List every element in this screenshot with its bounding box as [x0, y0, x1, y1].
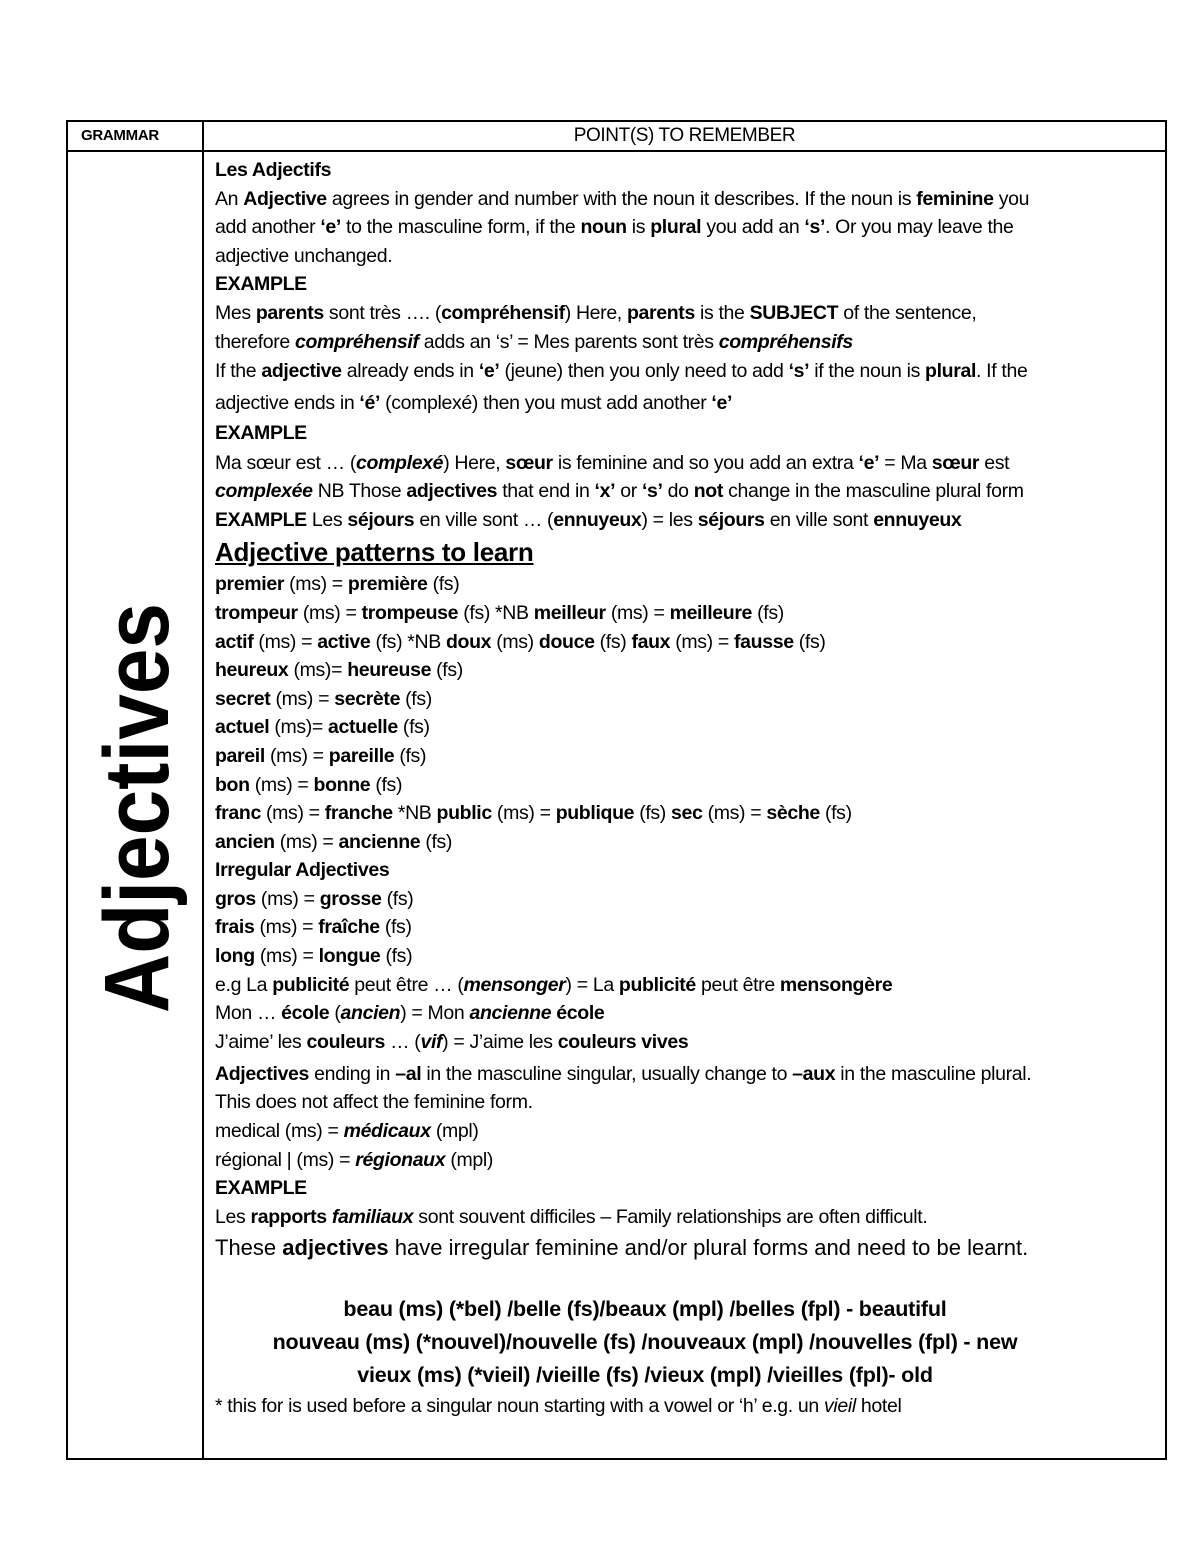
pattern-line: actif (ms) = active (fs) *NB doux (ms) douce (fs) faux (ms) = fausse (fs): [215, 630, 826, 653]
pattern-line: pareil (ms) = pareille (fs): [215, 744, 427, 767]
points-column-header: POINT(S) TO REMEMBER: [573, 125, 796, 146]
grammar-table: [66, 120, 1167, 1460]
al-aux-line: medical (ms) = médicaux (mpl): [215, 1120, 479, 1143]
patterns-section-title: Adjective patterns to learn: [215, 537, 534, 568]
content-line: therefore compréhensif adds an ‘s’ = Mes parents sont très compréhensifs: [215, 330, 853, 353]
content-line: An Adjective agrees in gender and number with the noun it describes. If the noun is feminine you: [215, 187, 1030, 210]
irregular-heading: Irregular Adjectives: [215, 859, 390, 882]
pattern-line: trompeur (ms) = trompeuse (fs) *NB meilleur (ms) = meilleure (fs): [215, 601, 784, 624]
content-line: adjective unchanged.: [215, 244, 393, 267]
pattern-line: franc (ms) = franche *NB public (ms) = publique (fs) sec (ms) = sèche (fs): [215, 802, 852, 825]
pattern-line: ancien (ms) = ancienne (fs): [215, 830, 453, 853]
irregular-form-nouveau: nouveau (ms) (*nouvel)/nouvelle (fs) /nouveaux (mpl) /nouvelles (fpl) - new: [272, 1330, 1018, 1355]
content-line: Mes parents sont très …. (compréhensif) Here, parents is the SUBJECT of the sentence,: [215, 301, 977, 324]
al-aux-line: Adjectives ending in –al in the masculine singular, usually change to –aux in the masculine plural.: [215, 1062, 1032, 1085]
pattern-line: bon (ms) = bonne (fs): [215, 773, 403, 796]
points-content: [215, 156, 1165, 1421]
table-header-row: [68, 122, 1165, 152]
content-line: complexée NB Those adjectives that end in ‘x’ or ‘s’ do not change in the masculine plural form: [215, 480, 1024, 503]
content-line: EXAMPLE Les séjours en ville sont … (ennuyeux) = les séjours en ville sont ennuyeux: [215, 508, 962, 531]
example-line: e.g La publicité peut être … (mensonger) = La publicité peut être mensongère: [215, 973, 893, 996]
example-line: J’aime’ les couleurs … (vif) = J’aime les couleurs vives: [215, 1030, 689, 1053]
pattern-line: heureux (ms)= heureuse (fs): [215, 659, 463, 682]
example-line: Mon … école (ancien) = Mon ancienne école: [215, 1002, 605, 1025]
column-divider: [202, 122, 204, 1458]
example-label: EXAMPLE: [215, 422, 307, 445]
pattern-line: premier (ms) = première (fs): [215, 573, 460, 596]
grammar-column-header: GRAMMAR: [81, 127, 159, 144]
example-label: EXAMPLE: [215, 273, 307, 296]
content-line: If the adjective already ends in ‘e’ (jeune) then you only need to add ‘s’ if the noun is plural. If the: [215, 360, 1028, 383]
al-aux-line: This does not affect the feminine form.: [215, 1091, 533, 1114]
irregular-line: long (ms) = longue (fs): [215, 945, 413, 968]
irregular-line: gros (ms) = grosse (fs): [215, 887, 414, 910]
pattern-line: actuel (ms)= actuelle (fs): [215, 716, 430, 739]
irregular-line: frais (ms) = fraîche (fs): [215, 916, 412, 939]
al-aux-line: régional | (ms) = régionaux (mpl): [215, 1148, 493, 1171]
side-title-svg: [68, 152, 202, 1460]
irregular-form-beau: beau (ms) (*bel) /belle (fs)/beaux (mpl) /belles (fpl) - beautiful: [343, 1297, 947, 1322]
side-title-cell: [68, 152, 202, 1460]
irregular-form-vieux: vieux (ms) (*vieil) /vieille (fs) /vieux (mpl) /vieilles (fpl)- old: [357, 1363, 933, 1388]
content-line: add another ‘e’ to the masculine form, if the noun is plural you add an ‘s’. Or you may leave the: [215, 216, 1014, 239]
footnote: * this for is used before a singular noun starting with a vowel or ‘h’ e.g. un vieil hotel: [215, 1395, 902, 1418]
intro-heading: Les Adjectifs: [215, 159, 332, 181]
example-label: EXAMPLE: [215, 1177, 307, 1200]
irregular-forms-intro: These adjectives have irregular feminine and/or plural forms and need to be learnt.: [215, 1235, 1029, 1261]
content-line: Ma sœur est … (complexé) Here, sœur is feminine and so you add an extra ‘e’ = Ma sœur est: [215, 452, 1010, 475]
al-aux-line: Les rapports familiaux sont souvent difficiles – Family relationships are often difficult.: [215, 1205, 928, 1228]
content-line: adjective ends in ‘é’ (complexé) then you must add another ‘e’: [215, 392, 733, 415]
pattern-line: secret (ms) = secrète (fs): [215, 687, 432, 710]
spacer: [215, 1265, 1165, 1293]
side-title-text: Adjectives: [86, 552, 188, 1013]
